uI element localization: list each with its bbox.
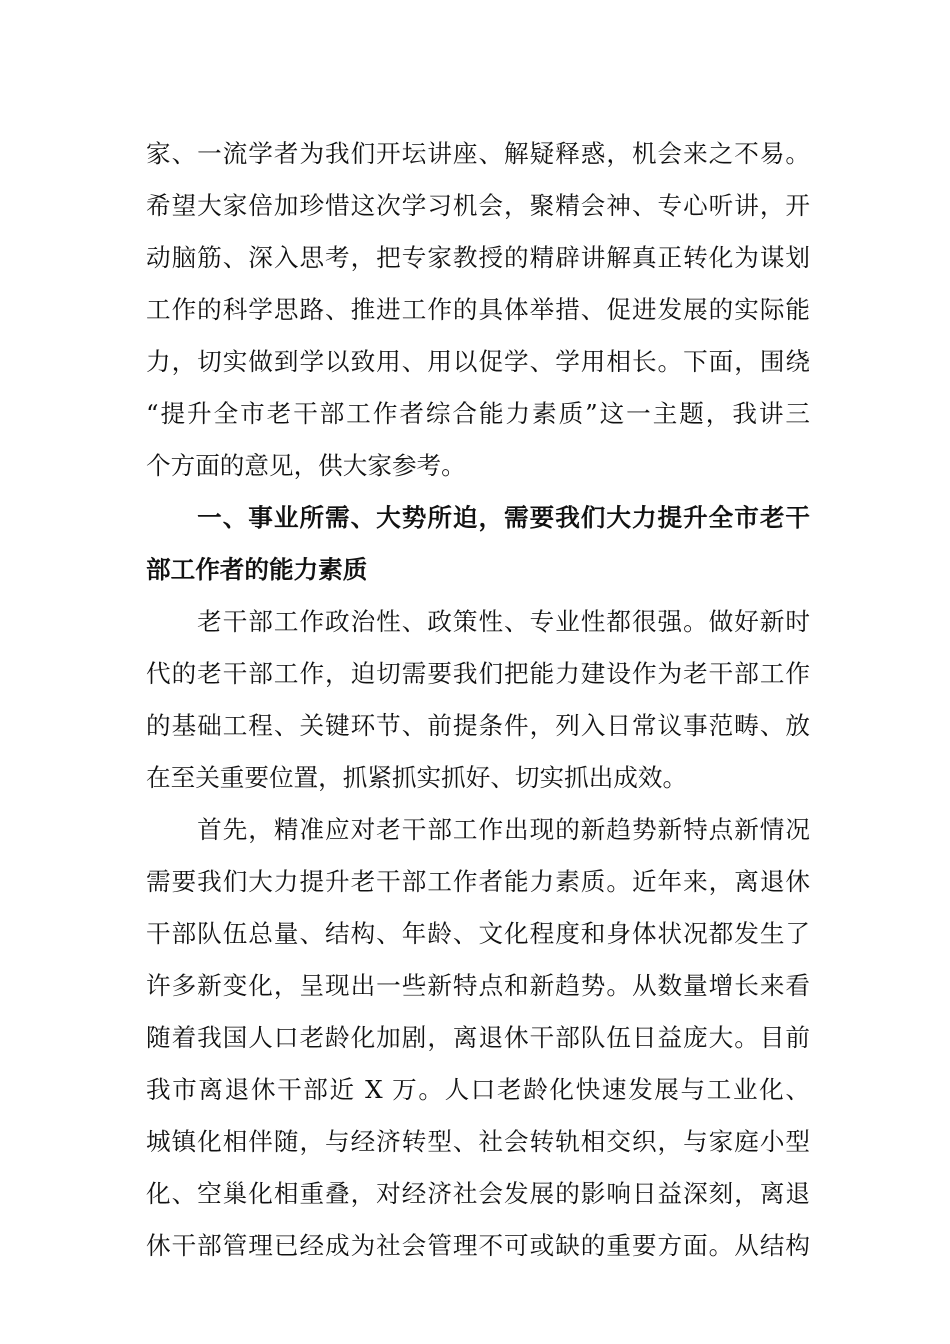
paragraph-line: 需要我们大力提升老干部工作者能力素质。近年来，离退休 [146, 867, 810, 896]
paragraph-line: 工作的科学思路、推进工作的具体举措、促进发展的实际能 [146, 295, 810, 324]
section-heading-line: 一、事业所需、大势所迫，需要我们大力提升全市老干 [146, 503, 810, 532]
document-body [146, 128, 810, 1272]
paragraph-line: 首先，精准应对老干部工作出现的新趋势新特点新情况 [146, 815, 810, 844]
paragraph-line: 动脑筋、深入思考，把专家教授的精辟讲解真正转化为谋划 [146, 243, 810, 272]
paragraph-line: 休干部管理已经成为社会管理不可或缺的重要方面。从结构 [146, 1231, 810, 1260]
paragraph-line: 老干部工作政治性、政策性、专业性都很强。做好新时 [146, 607, 810, 636]
paragraph-line: 的基础工程、关键环节、前提条件，列入日常议事范畴、放 [146, 711, 810, 740]
paragraph-line: 希望大家倍加珍惜这次学习机会，聚精会神、专心听讲，开 [146, 191, 810, 220]
section-heading-line: 部工作者的能力素质 [146, 555, 368, 584]
paragraph-line: 干部队伍总量、结构、年龄、文化程度和身体状况都发生了 [146, 919, 810, 948]
paragraph-line: 力，切实做到学以致用、用以促学、学用相长。下面，围绕 [146, 347, 810, 376]
paragraph-line: 家、一流学者为我们开坛讲座、解疑释惑，机会来之不易。 [146, 139, 810, 168]
paragraph-line: 我市离退休干部近 X 万。人口老龄化快速发展与工业化、 [146, 1075, 810, 1104]
paragraph-line: 个方面的意见，供大家参考。 [146, 451, 466, 480]
paragraph-line: 在至关重要位置，抓紧抓实抓好、切实抓出成效。 [146, 763, 688, 792]
paragraph-line: 许多新变化，呈现出一些新特点和新趋势。从数量增长来看 [146, 971, 810, 1000]
paragraph-line: “提升全市老干部工作者综合能力素质”这一主题，我讲三 [146, 399, 810, 428]
paragraph-line: 化、空巢化相重叠，对经济社会发展的影响日益深刻，离退 [146, 1179, 810, 1208]
paragraph-line: 随着我国人口老龄化加剧，离退休干部队伍日益庞大。目前 [146, 1023, 810, 1052]
paragraph-line: 代的老干部工作，迫切需要我们把能力建设作为老干部工作 [146, 659, 810, 688]
paragraph-line: 城镇化相伴随，与经济转型、社会转轨相交织，与家庭小型 [146, 1127, 810, 1156]
